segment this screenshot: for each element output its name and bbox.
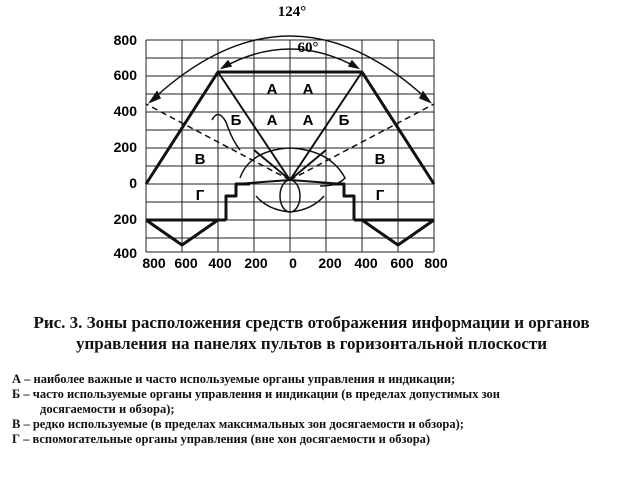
zone-a-label: А [302, 112, 314, 129]
angle-60-label: 60° [297, 40, 319, 56]
y-tick-400: 400 [113, 103, 137, 119]
x-tick-800-right: 800 [424, 255, 448, 271]
legend-item-g: Г – вспомогательные органы управления (вне хон досягаемости и обзора) [12, 432, 431, 446]
x-tick-600-left: 600 [174, 255, 198, 271]
zone-a-label: А [266, 81, 278, 98]
zone-b-label: Б [338, 112, 350, 129]
x-tick-200-left: 200 [244, 255, 268, 271]
zone-g-label: Г [195, 187, 205, 204]
angle-124-label: 124° [277, 4, 307, 20]
zone-b-label: Б [230, 112, 242, 129]
x-tick-200-right: 200 [318, 255, 342, 271]
figure-caption [0, 312, 623, 354]
y-tick-800: 800 [113, 32, 137, 48]
y-tick-200: 200 [113, 139, 137, 155]
x-tick-800-left: 800 [142, 255, 166, 271]
legend-item-a: А – наиболее важные и часто используемые органы управления и индикации; [12, 372, 456, 386]
x-tick-0: 0 [289, 255, 297, 271]
zone-g-label: Г [375, 187, 385, 204]
caption-line-1: Рис. 3. Зоны расположения средств отображения информации и органов [33, 313, 590, 332]
zone-a-label: А [266, 112, 278, 129]
zone-a-label: А [302, 81, 314, 98]
legend-item-b-continued: досягаемости и обзора); [40, 402, 175, 416]
x-tick-400-right: 400 [354, 255, 378, 271]
x-tick-600-right: 600 [390, 255, 414, 271]
legend-item-b: Б – часто используемые органы управления и индикации (в пределах допустимых зон [12, 387, 500, 401]
y-axis-ticks [114, 32, 138, 261]
zone-v-label: В [374, 151, 386, 168]
zone-legend [12, 372, 612, 447]
x-tick-400-left: 400 [208, 255, 232, 271]
x-axis-ticks [142, 255, 448, 271]
legend-item-v: В – редко используемые (в пределах максимальных зон досягаемости и обзора); [12, 417, 464, 431]
zone-v-label: В [194, 151, 206, 168]
caption-line-2: управления на панелях пультов в горизонтальной плоскости [75, 334, 548, 353]
y-tick-0: 0 [129, 175, 137, 191]
y-tick-minus-400: 400 [113, 245, 137, 261]
y-tick-minus-200: 200 [113, 211, 137, 227]
y-tick-600: 600 [113, 67, 137, 83]
